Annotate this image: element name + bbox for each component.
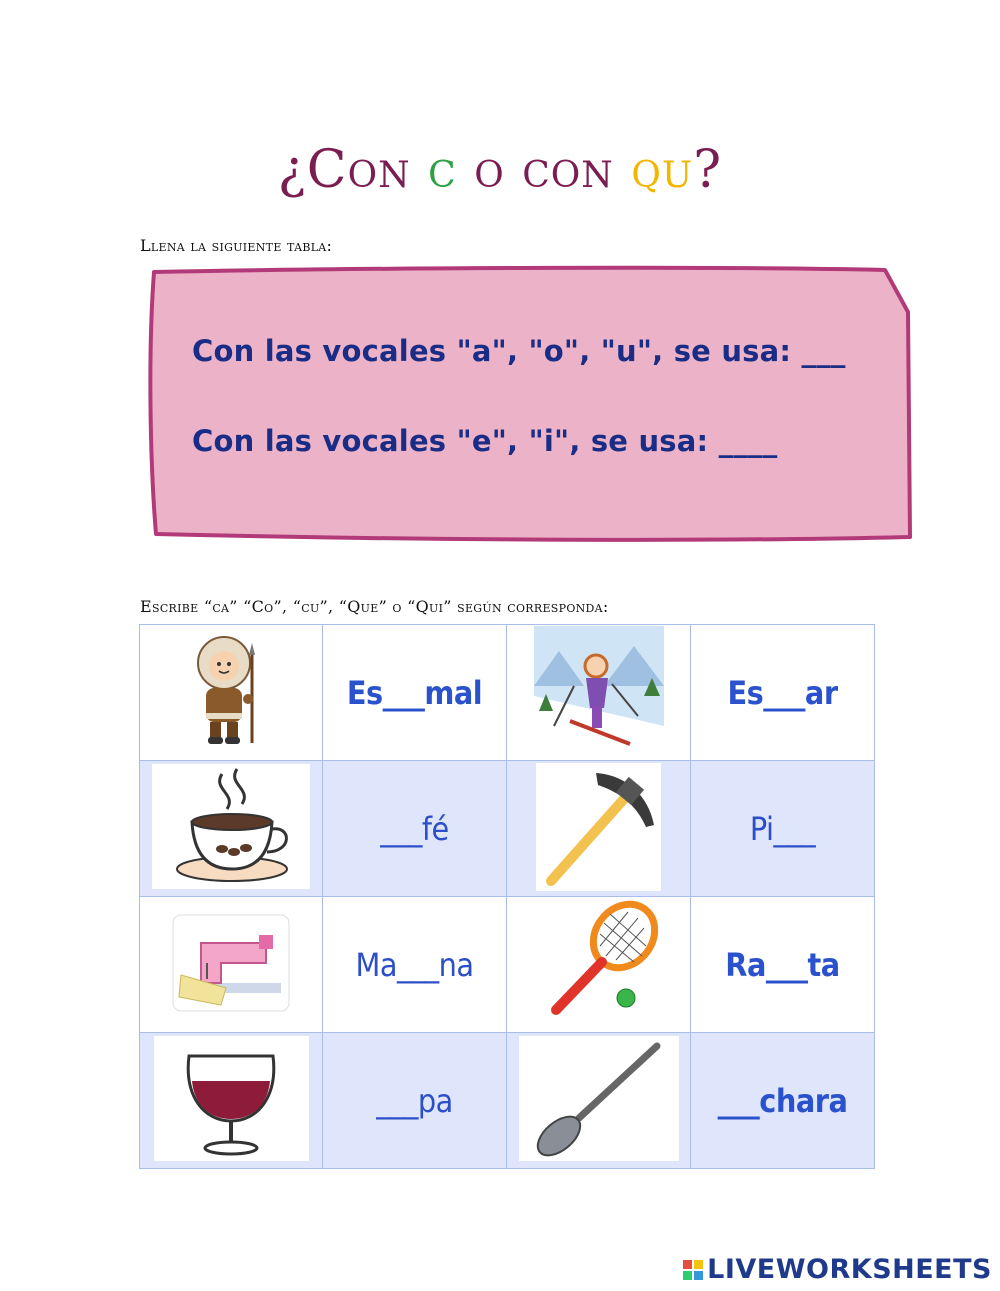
- eskimo-icon: [186, 633, 276, 748]
- write-instruction: Escribe “ca” “Co”, “cu”, “Que” o “Qui” según corresponda:: [140, 597, 609, 616]
- picture-cell: [140, 1033, 323, 1169]
- word-eskimal: Es___mal: [346, 673, 483, 712]
- word-raqueta: Ra___ta: [725, 945, 840, 984]
- word-cell[interactable]: [323, 897, 507, 1033]
- liveworksheets-logo: [683, 1254, 992, 1285]
- picture-cell: [507, 625, 691, 761]
- title-part: ¿Con: [277, 140, 429, 200]
- page-title: [0, 140, 1000, 200]
- table-row: [140, 897, 875, 1033]
- pickaxe-icon: [536, 763, 661, 891]
- word-cell[interactable]: [691, 625, 875, 761]
- word-pico: Pi___: [749, 809, 816, 848]
- title-part: o con: [456, 140, 632, 200]
- picture-cell: [140, 897, 323, 1033]
- word-cell[interactable]: [691, 897, 875, 1033]
- word-cell[interactable]: [691, 1033, 875, 1169]
- exercise-table: [139, 624, 875, 1169]
- racket-icon: [534, 898, 664, 1028]
- word-cell[interactable]: [691, 761, 875, 897]
- sewing-machine-icon: [171, 913, 291, 1013]
- word-cell[interactable]: [323, 761, 507, 897]
- rules-box: [140, 262, 920, 552]
- picture-cell: [507, 761, 691, 897]
- word-copa: ___pa: [376, 1081, 453, 1120]
- fill-table-instruction: Llena la siguiente tabla:: [140, 236, 333, 255]
- title-qu: qu: [631, 140, 694, 200]
- coffee-cup-icon: [152, 764, 310, 889]
- word-cafe: ___fé: [380, 809, 449, 848]
- skier-icon: [534, 626, 664, 756]
- table-row: [140, 761, 875, 897]
- title-c: c: [428, 140, 457, 200]
- picture-cell: [507, 897, 691, 1033]
- wine-glass-icon: [154, 1036, 309, 1161]
- word-cell[interactable]: [323, 625, 507, 761]
- spoon-icon: [519, 1036, 679, 1161]
- title-part: ?: [693, 140, 723, 200]
- word-cell[interactable]: [323, 1033, 507, 1169]
- rule-a-o-u: Con las vocales "a", "o", "u", se usa: ___: [192, 334, 846, 368]
- word-cuchara: ___chara: [717, 1081, 848, 1120]
- picture-cell: [140, 761, 323, 897]
- logo-text: LIVEWORKSHEETS: [707, 1254, 992, 1285]
- picture-cell: [140, 625, 323, 761]
- picture-cell: [507, 1033, 691, 1169]
- rule-e-i: Con las vocales "e", "i", se usa: ____: [192, 424, 778, 458]
- word-maquina: Ma___na: [355, 945, 474, 984]
- word-esquiar: Es___ar: [727, 673, 838, 712]
- table-row: [140, 1033, 875, 1169]
- table-row: [140, 625, 875, 761]
- logo-icon: [683, 1260, 703, 1280]
